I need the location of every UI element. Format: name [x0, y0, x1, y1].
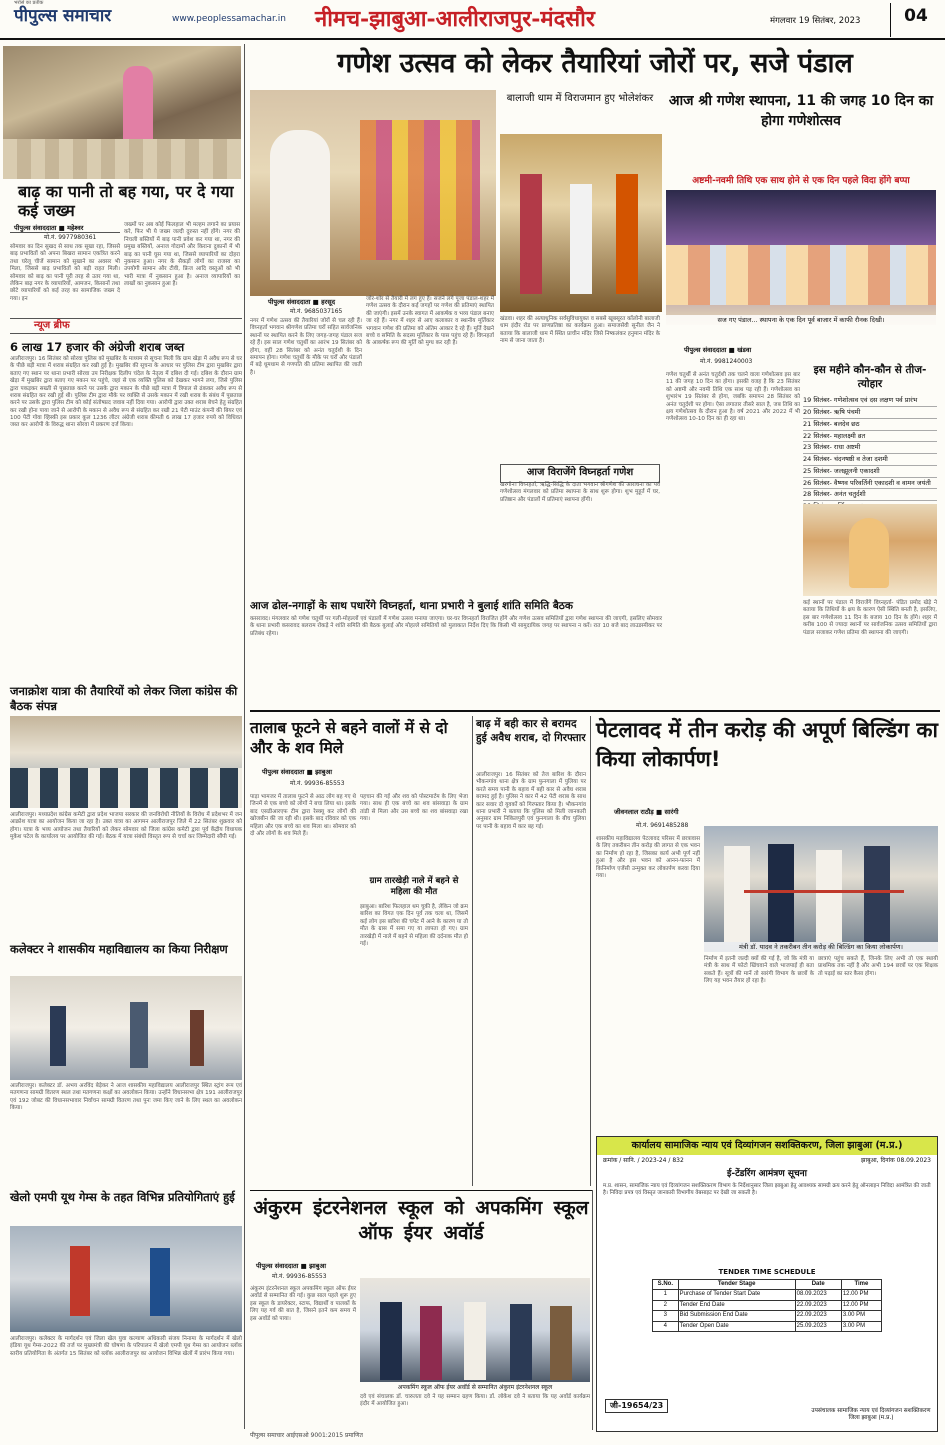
table-header: Time [841, 1279, 881, 1290]
flood-mobile: मो.नं. 9977980361 [44, 234, 97, 241]
pond-mobile: मो.नं. 99936-85553 [290, 780, 345, 787]
petlawad-photo [704, 826, 938, 952]
festivals-title: इस महीने कौन-कौन से तीज-त्योहार [813, 364, 927, 390]
logo[interactable] [14, 0, 194, 32]
flood-byline: पीपुल्स संवाददाता ■ महेश्वर [14, 224, 84, 232]
petlawad-body-1: शासकीय महाविद्यालय पेटलावद परिसर में छात्रावास के लिए तकरीबन तीन करोड़ की लागत से एक भवन का निर्माण हो रहा है, जिसका कार्य अभी पूर्ण नहीं हुआ है और इस भवन को आनन-फानन में किनिर्माण एजेंसी उन्मुक्त कर लोकार्पण करवा दिया गया। [596, 836, 700, 879]
ankuram-mobile: मो.नं. 99936-85553 [272, 1273, 327, 1280]
festival-item: 25 सितंबर- जलझूलनी एकादशी [803, 466, 937, 478]
ganesh-idol-photo [803, 504, 937, 596]
khelo-headline: खेलो एमपी यूथ गेम्स के तहत विभिन्न प्रतियोगिताएं हुई [10, 1190, 235, 1204]
khelo-photo [10, 1226, 242, 1332]
table-header: Date [795, 1279, 841, 1290]
ganesh-photo-caption-1: बालाजी धाम में विराजमान हुए भोलेशंकर [506, 93, 654, 104]
flood-headline: बाढ़ का पानी तो बह गया, पर दे गया कई जख्म [18, 182, 234, 221]
tender-title: ई-टेंडरिंग आमंत्रण सूचना [726, 1168, 808, 1179]
website[interactable]: www.peoplessamachar.in [172, 14, 286, 24]
footer: पीपुल्स समाचार आईएसओ 9001:2015 प्रमाणित [250, 1432, 363, 1439]
bholeshankar-body: खंडवा। शहर की अत्याधुनिक सर्वसुविधायुक्त व सबसे खूबसूरत कॉलोनी बालाजी धाम इंदौर रोड पर प्राणप्रतिष्ठा का कार्यक्रम हुआ। समाजसेवी सुनील जैन ने बताया कि बालाजी धाम में स्थित प्राचीन मंदिर जिसे निष्कलंकर हनुमान मंदिर के नाम से जाना जाता है। [500, 316, 660, 345]
tender-ro: जी-19654/23 [605, 1399, 668, 1413]
tender-ref: क्रमांक / सानि. / 2023-24 / 832 [603, 1156, 684, 1164]
ganesh-subhead: आज श्री गणेश स्थापना, 11 की जगह 10 दिन का होगा गणेशोत्सव [668, 93, 934, 129]
table-row: 3 Bid Submission End Date 22.09.2023 3.00 PM [653, 1311, 882, 1322]
congress-body: आलीराजपुर। मध्यप्रदेश कांग्रेस कमेटी द्वारा प्रदेश भाजपा सरकार की जनविरोधी नीतियों के विरोध में प्रदेशभर में जन आक्रोश यात्रा का आयोजन किया जा रहा है। उक्त यात्रा का आगमन आलीराजपुर जिले में 22 सितंबर शुक्रवार को होगा। यात्रा के भव्य आयोजन तथा तैयारियों को लेकर सोमवार को जिला कांग्रेस कमेटी द्वारा पूर्व केंद्रीय विधायक मुकेश पटेल के कार्यालय पर आयोजित की गई। बैठक में यात्रा संबंधी विस्तृत रूप से चर्चा कर जिम्मेदारी सौंपी गई। [10, 812, 242, 841]
pond-body-1: पाड़ा भामजर में तालाब फूटने से आठ लोग बह गए थे जिनमें से एक बच्चे को लोगों ने बचा लिया था। इसके बाद एसडीआरएफ टीम द्वारा रेस्क्यू कर लोगों की खोजबीन की जा रही थी। इसके बाद रविवार को एक महिला और एक बच्चे का शव मिला था। सोमवार को दो और लोगों के शव मिले हैं। [250, 794, 356, 837]
ganesh-mobile-1: मो.नं. 9685037165 [290, 308, 343, 315]
tender-body: म.प्र. शासन, सामाजिक न्याय एवं दिव्यांगजन सशक्तिकरण विभाग के निर्देशानुसार जिला झाबुआ हेतु आवश्यक सामग्री क्रय करने हेतु ऑनलाइन निविदा आमंत्रित की जाती है। निविदा प्रपत्र एवं विस्तृत जानकारी विभागीय वेबसाइट पर देखी जा सकती है। [603, 1183, 931, 1197]
news-brief-label: न्यूज ब्रीफ [10, 318, 242, 334]
flood-body: सोमवार का दिन सुखद से साथ तक सूखा रहा, जिससे बाढ़ प्रभावितों को अपना बिखरा सामान एकत्रित करने तथा घरेलू चीजें सामान को सुखाने का अवसर भी मिला, जिससे बाढ़ प्रभावितों को बड़ी राहत मिली। सोमवार को बाढ़ का पानी पूरी तरह से उतर गया था, लेकिन बाढ़ नगर के व्यापारियों, आमजन, किसानों तथा छोटे व्यापारियों को कई तरह का सामाजिक जख्म दे गया। इन [10, 244, 120, 302]
flood-car-body: आलीराजपुर। 16 सितंबर को तेज बारिश के दौरान भौकनगांव थाना क्षेत्र के ग्राम फुनगाला में पुलिया पर करते समय पानी के बहाव में बही कार से अवैध शराब बरामद हुई है। पुलिस ने कार में 42 पेटी शराब के साथ कार सवार दो युवकों को गिरफ्तार किया है। भौकनगांव थाना प्रभारी ने बताया कि पुलिस को मिली जानकारी अनुसार ग्राम निकिलपुरी एवं फुनगाला के बीच पुलिया पर पानी के बहाव में कार बह गई। [476, 772, 586, 830]
ankuram-headline: अंकुरम इंटरनेशनल स्कूल को अपकमिंग स्कूल ऑफ ईयर अवॉर्ड [253, 1197, 589, 1245]
petlawad-byline: जीवनलाल राठौड़ ■ सारंगी [614, 808, 679, 816]
ganesh-right-bottom: कई स्थानों पर पंडाल में विराजेंगे विघ्नहर्ता- पंडित प्रमोद खेड़े ने बताया कि तिथियों के क्षय के कारण ऐसी स्थिति बनती है, इसलिए, इस बार गणेशोत्सव 11 दिन के बजाय 10 दिन के होंगे। शहर में करीब 100 से ज्यादा स्थानों पर सार्वजनिक उत्सव समितियों द्वारा पंडाल सजाकर गणेश प्रतिमा की स्थापना की जाएगी। [803, 600, 937, 636]
ganesh-bottom-body: कसरावद। मंगलवार को गणेश चतुर्थी पर गली-मोहल्लों एवं पंडालों में गणेश उत्सव मनाया जाएगा। घर-घर विघ्नहर्ता विराजित होंगे और गणेश उत्सव समितियों द्वारा गणेश स्थापना की जाएगी, इसलिए सोमवार के थाना प्रभारी कसरावद बलराम रोकड़े ने शांति समिति की बैठक बुलाई और मोहल्ले समितियों को मुलाकात निर्देश दिए कि किसी भी सामुदायिक जगह पर स्थापना न करें। रात 10 बजे बाद लाउडस्पीकर पर प्रतिबंध रहेगा। [250, 616, 662, 637]
table-row: 4 Tender Open Date 25.09.2023 3.00 PM [653, 1321, 882, 1332]
tender-signatory: उपसंचालक सामाजिक न्याय एवं दिव्यांगजन सशक्तिकरण जिला झाबुआ (म.प्र.) [811, 1407, 931, 1422]
festival-item: 23 सितंबर- राधा अष्टमी [803, 442, 937, 454]
festival-item: 20 सितंबर- ऋषि पंचमी [803, 407, 937, 419]
festivals-list [803, 395, 937, 512]
pond-headline: तालाब फूटने से बहने वालों में से दो और के शव मिले [250, 719, 448, 758]
festival-item: 19 सितंबर- गणेशोत्सव एवं दस लक्षण पर्व प्रारंभ [803, 395, 937, 407]
collector-body: आलीराजपुर। कलेक्टर डॉ. अभय अरविंद बेड़ेकर ने आज शासकीय महाविद्यालय आलीराजपुर स्थित स्ट्रांग रूम एवं मतगणना सामग्री वितरण स्थल तथा मतगणना कक्षों का अवलोकन किया। उन्होंने विधानसभा क्षेत्र 191 आलीराजपुर एवं 192 जोबट की विधानसभावार निर्वाचन सामग्री वितरण तथा पुनः जमा किए जाने के लिए स्थल का अवलोकन किया। [10, 1083, 242, 1112]
flood-body-2: जख्मों पर अब कोई फिलहाल भी मल्हम लगाने का प्रयास करे, फिर भी ये जख्म जल्दी दुरुस्त नहीं होंगे। नगर की निचली बस्तियों में बाढ़ पानी प्रवेश कर गया था, नगर की प्रमुख बस्तियों, अनाज गोदामों और किराना दुकानों में भी बाढ़ का पानी घुस गया था, जिससे व्यापारियों का दोहरा नुकसान हुआ। नगर के सैकड़ों लोगों का राजस्व का उपयोगी सामान और टीवी, फ्रिज आदि वस्तुओं को भी भारी मात्रा में नुकसान हुआ है। अनाज व्यापारियों का लाखों का नुकसान हुआ है। [124, 222, 240, 287]
date: मंगलवार 19 सितंबर, 2023 [770, 16, 861, 26]
pond-byline: पीपुल्स संवाददाता ■ झाबुआ [262, 768, 333, 776]
petlawad-mobile: मो.नं. 9691485288 [636, 822, 689, 829]
khelo-body: आलीराजपुर। कलेक्टर के मार्गदर्शन एवं जिला खेल युवा कल्याण अधिकारी संजय निनामा के मार्गदर्शन में खेलो इंडिया यूथ गेम्स-2022 की तर्ज पर मुख्यमंत्री की घोषणा के परिपालन में खेलो एमपी यूथ गेम्स का आयोजन ब्लॉक स्तरीय प्रतियोगिता के अंतर्गत 15 सितंबर को ब्लॉक आलीराजपुर का आयोजन विभिन्न खेलों में प्रारंभ किया गया। [10, 1336, 242, 1357]
tender-office: कार्यालय सामाजिक न्याय एवं दिव्यांगजन सशक्तिकरण, जिला झाबुआ (म.प्र.) [597, 1137, 937, 1155]
ganesh-body-3: गणेश चतुर्थी से अनंत चतुर्दशी तक चलने वाला गणेशोत्सव इस बार 11 की जगह 10 दिन का होगा। इसकी वजह है कि 23 सितंबर को अष्टमी और नवमी तिथि एक साथ पड़ रही हैं। गणेशोत्सव का शुभारंभ 19 सितंबर से होगा, जबकि समापन 28 सितंबर को अनंत चतुर्दशी पर होगा। ऐसा लगातार तीसरे साल है, जब तिथि का क्षय गणेशोत्सव के दौरान हुआ है। वर्ष 2021 और 2022 में भी गणेशोत्सव 10-10 दिन का ही रहा था। [666, 372, 800, 423]
flood-photo [3, 46, 241, 179]
ganesh-mobile-2: मो.नं. 9981240003 [700, 358, 753, 365]
congress-photo [10, 716, 242, 808]
festival-item: 21 सितंबर- बलदेव छठ [803, 419, 937, 431]
ganesh-inset-headline: आज विराजेंगे विघ्नहर्ता गणेश [500, 464, 660, 483]
logo-tagline: भरोसे का प्रतीक [14, 0, 44, 6]
collector-photo [10, 976, 242, 1080]
table-row: 1 Purchase of Tender Start Date 08.09.2023 12.00 PM [653, 1290, 882, 1301]
ganesh-bottom-headline: आज ढोल-नगाड़ों के साथ पधारेंगे विघ्नहर्ता, थाना प्रभारी ने बुलाई शांति समिति बैठक [250, 600, 573, 612]
pond-body-3: झाबुआ। बारिश फिलहाल थम चुकी है, लेकिन जो क्रम बारिश का विगत एक दिन पूर्व तक चला था, जिसमें कई लोग इस बारिश की चपेट में आने के कारण या तो मौत के ग्रास में समा गए या लापता हो गए। ग्राम तारखेड़ी में नाले में बहने से महिला की दर्दनाक मौत हो गई। [360, 904, 468, 947]
ganesh-headline: गणेश उत्सव को लेकर तैयारियां जोरों पर, सजे पंडाल [337, 48, 853, 79]
festival-item: 24 सितंबर- चंदनषष्ठी व तेजा दशमी [803, 454, 937, 466]
festival-item: 28 सितंबर- अनंत चतुर्दशी [803, 489, 937, 501]
ganesh-byline-1: पीपुल्स संवाददाता ■ हरसूद [268, 298, 336, 306]
page-number: 04 [904, 6, 928, 26]
tender-date-line: झाबुआ, दिनांक 08.09.2023 [861, 1156, 931, 1164]
pandal-caption: सज गए पंडाल... स्थापना के एक दिन पूर्व बाजार में काफी रौनक दिखी। [666, 315, 936, 325]
liquor-body: आलीराजपुर। 16 सितंबर को सोरवा पुलिस को मुखबिर के माध्यम से सूचना मिली कि ग्राम खेड़ा में अवैध रूप से घर के पीछे बड़ी मात्रा में शराब संग्रहित कर रखी हुई है। मुखबिर की सूचना के आधार पर पुलिस टीम द्वारा मुखबिर द्वारा बताए गए स्थान पर थाना प्रभारी सोरवा उप निरीक्षक दिलीप चंदेल के नेतृत्व में दबिश दी गई। दबिश के दौरान ग्राम खेड़ा में मुखबिर द्वारा बताए गए मकान पर पहुंचे, जहां से एक व्यक्ति पुलिस को देखकर भागने लगा, जिसे पुलिस द्वारा पकड़कर सख्ती से पूछताछ करने पर उसके द्वारा मकान के पीछे बड़ी मात्रा में त्रिपाल से ढंककर अवैध रूप से शराब संग्रहित कर रखी हुई थी। पुलिस टीम द्वारा मौके पर व्यक्ति से उसके मकान में रखी शराब के संबंध में पूछताछ करने पर उसके द्वारा पुलिस टीम को कोई संतोषप्रद जवाब नहीं दिया गया। आरोपी द्वारा उक्त शराब बेचने हेतु संग्रहित कर रखी होना पाया जाने से आरोपी के मकान से अवैध रूप से संग्रहित कर रखी 21 पेटी माउंट कंपनी की बियर एवं 100 पेटी गोवा व्हिस्की इस प्रकार कुल 1236 लीटर अंग्रेजी शराब कीमती 6 लाख 17 हजार रुपये को विधिवत जब्त कर आरोपी के विरुद्ध थाना सोरवा में प्रकरण दर्ज किया। [10, 356, 242, 429]
table-row: 2 Tender End Date 22.09.2023 12.00 PM [653, 1300, 882, 1311]
petlawad-body-2: निर्माण में इतनी जल्दी क्यों की गई है, जो कि मंत्री या मंत्री के साथ में फोटो खिंचवाने वाले भाजपाई ही बता सकते हैं। सूत्रों की मानें तो सारंगी विभाग के छात्रों के लिए यह भवन तैयार हो रहा है। [704, 956, 814, 985]
pandal-photo [666, 190, 936, 325]
collector-headline: कलेक्टर ने शासकीय महाविद्यालय का किया निरीक्षण [10, 942, 228, 956]
section-title: नीमच-झाबुआ-आलीराजपुर-मंदसौर [315, 6, 595, 32]
petlawad-body-3: छात्राएं पहुंच सकते हैं, जिनके लिए अभी तो एक स्थायी प्राथमिक तक नहीं है और अभी 194 छात्रों पर एक शिक्षक तो पढ़ाई का स्तर कैसा होगा। [818, 956, 938, 977]
festival-item: 22 सितंबर- महालक्ष्मी व्रत [803, 431, 937, 443]
ankuram-body-2: दवे एवं संचालक डॉ. चारुलता दवे ने यह सम्मान ग्रहण किया। डॉ. लोकेश दवे ने बताया कि यह अवॉर्ड कार्यक्रम इंदौर में आयोजित हुआ। [360, 1394, 590, 1408]
flood-car-headline: बाढ़ में बही कार से बरामद हुई अवैध शराब, दो गिरफ्तार [476, 718, 586, 744]
masthead [0, 0, 945, 40]
ankuram-byline: पीपुल्स संवाददाता ■ झाबुआ [256, 1262, 327, 1270]
bholeshankar-photo [500, 134, 662, 312]
tender-notice [596, 1136, 938, 1432]
ankuram-body-1: अंकुरम इंटरनेशनल स्कूल अपकमिंग स्कूल ऑफ ईयर अवॉर्ड से सम्मानित की गई। कुछ साल पहले शुरू हुए इस स्कूल के डायरेक्टर, स्टाफ, विद्यार्थी व पालकों के लिए यह गर्व की बात है, जिसने इतने कम समय में इस अवॉर्ड को पाया। [250, 1286, 356, 1322]
pond-body-2: पहचान की गई और शव को पोस्टमार्टम के लिए भेजा गया। साथ ही एक बच्चे का शव बांसवाड़ा के ग्राम तांडी से मिला और उस बच्चे का शव बांसवाड़ा रखा गया। [360, 794, 468, 823]
table-header: Tender Stage [678, 1279, 795, 1290]
petlawad-caption: मंत्री डॉ. यादव ने तकरीबन तीन करोड़ की बिल्डिंग का किया लोकार्पण। [704, 942, 938, 952]
liquor-headline: 6 लाख 17 हजार की अंग्रेजी शराब जब्त [10, 340, 185, 354]
ankuram-photo [360, 1278, 590, 1382]
ankuram-caption: अपकमिंग स्कूल ऑफ ईयर अवॉर्ड से सम्मानित अंकुरम इंटरनेशनल स्कूल [397, 1384, 553, 1391]
pond-inset-headline: ग्राम तारखेड़ी नाले में बहने से महिला की मौत [369, 876, 459, 898]
ganesh-body-1: नगर में गणेश उत्सव की तैयारियां जोरों से चल रही हैं। विघ्नहर्ता भगवान श्रीगणेश प्रतिमा घरों सहित सार्वजनिक स्थानों पर स्थापित करने के लिए जगह-जगह पंडाल सज रहे हैं। इस साल गणेश चतुर्थी का आरंभ 19 सितंबर को होगा, वहीं 28 सितंबर को अनंत चतुर्दशी के दिन समापन होगा। गणेश चतुर्थी के मौके पर घरों और पंडालों में बड़े धूमधाम से गणपति की प्रतिमा स्थापित की जाती है। [250, 318, 362, 376]
table-header: S.No. [653, 1279, 679, 1290]
ganesh-inset-body: खरगोन। विघ्नहर्ता, ऋद्धि-सिद्धि के दाता भगवान श्रीगणेश की आराधना का पर्व गणेशोत्सव मंगलवार को प्रतिमा स्थापना के साथ शुरू होगा। शुभ मुहूर्त में घर, प्रतिष्ठान और पंडालों में प्रतिमाएं स्थापना होंगी। [500, 482, 660, 503]
logo-text: पीपुल्स समाचार [14, 6, 112, 26]
ganesh-subhead-2: अष्टमी-नवमी तिथि एक साथ होने से एक दिन पहले विदा होंगे बप्पा [692, 176, 910, 186]
ganesh-photo-harsud [250, 90, 496, 296]
congress-headline: जनाक्रोश यात्रा की तैयारियों को लेकर जिला कांग्रेस की बैठक संपन्न [10, 684, 238, 713]
petlawad-headline: पेटलावद में तीन करोड़ की अपूर्ण बिल्डिंग का किया लोकार्पण! [596, 718, 938, 772]
tender-schedule-table [652, 1279, 882, 1333]
festival-item: 26 सितंबर- वैष्णव परिवर्तिनी एकादशी व वामन जयंती [803, 478, 937, 490]
ganesh-byline-2: पीपुल्स संवाददाता ■ खंडवा [684, 346, 752, 354]
ganesh-body-2: जोर-शोर से तैयारी में लग हुए हैं। सजने लगे पूजा पंडाल-शहर में गणेश उत्सव के दौरान कई जगहों पर गणेश की प्रतिमाएं स्थापित की जाएंगी। इसमें उनके स्वागत में आकर्षक व भव्य पंडाल बनाए जा रहे हैं। नगर में शहर से आए कलाकार व स्थानीय मूर्तिकार भगवान गणेश की प्रतिमा को अंतिम आकार दे रहे हैं। मूर्ति देखने बच्चे व समिति के सदस्य मूर्तिकार के पास पहुंच रहे हैं। विघ्नहर्ता के आकर्षक रूप की मूर्ति को मुग्ध कर रही है। [366, 296, 494, 347]
tender-schedule-title: TENDER TIME SCHEDULE [718, 1268, 816, 1277]
ganesh-subhead-box [666, 92, 936, 156]
